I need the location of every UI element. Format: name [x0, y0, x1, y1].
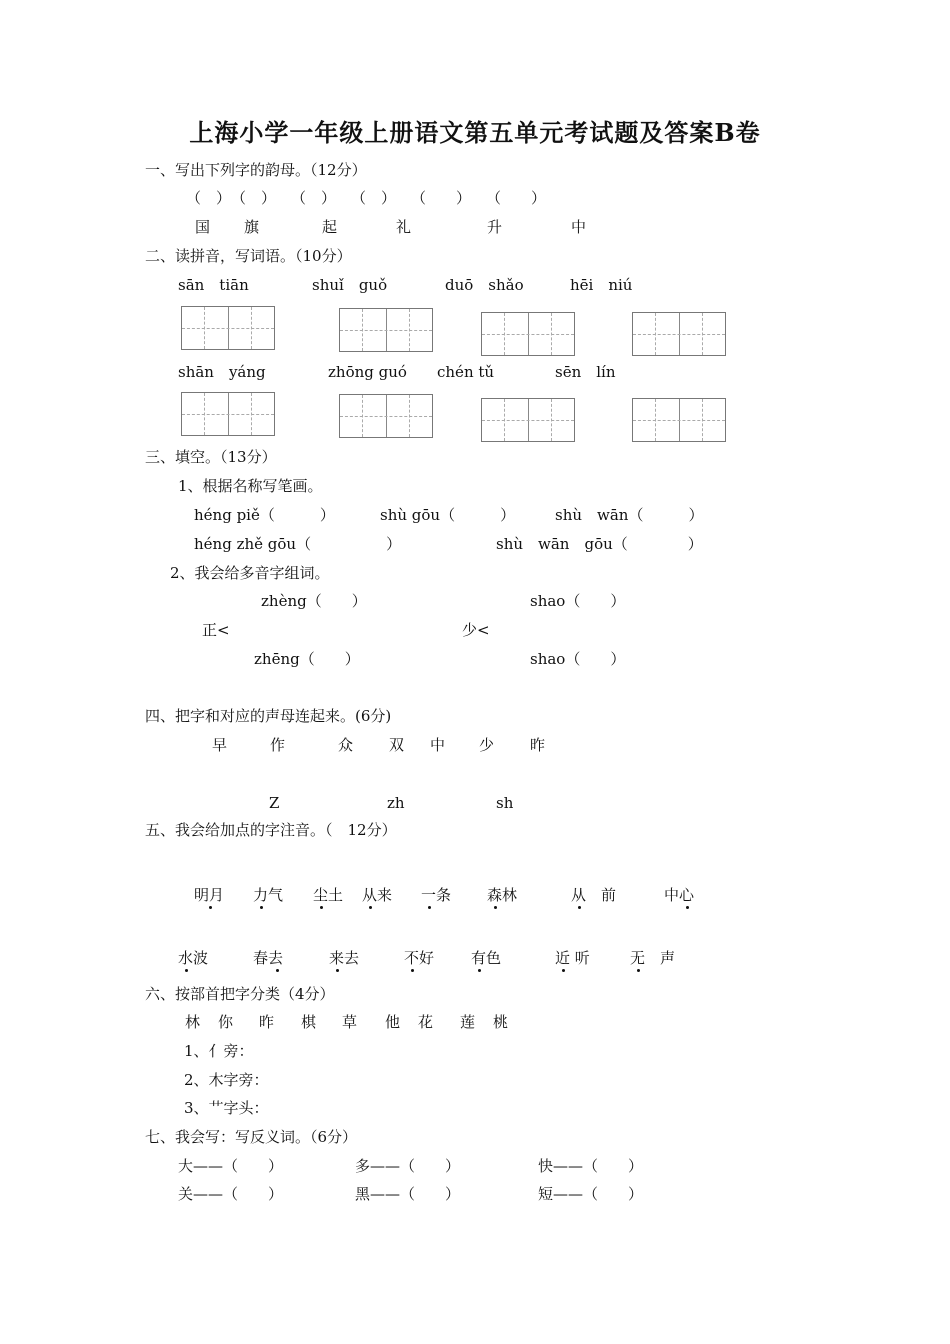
writing-grid[interactable]	[481, 312, 575, 356]
antonym-blank[interactable]: 多——（ ）	[355, 1157, 461, 1175]
polyphone-char: 少<	[462, 621, 490, 639]
writing-grid[interactable]	[632, 398, 726, 442]
classify-char: 他	[385, 1013, 401, 1031]
match-char[interactable]: 昨	[530, 736, 546, 754]
polyphone-blank[interactable]: zhēng（ ）	[254, 650, 360, 668]
emphasis-dot	[637, 969, 640, 972]
antonym-blank[interactable]: 快——（ ）	[538, 1157, 644, 1175]
writing-grid[interactable]	[339, 308, 433, 352]
section-4-heading: 四、把字和对应的声母连起来。(6分)	[145, 707, 392, 725]
annotate-word[interactable]: 水波	[178, 949, 209, 967]
classify-char: 林	[185, 1013, 201, 1031]
pinyin-label: sēn lín	[555, 363, 616, 381]
stroke-blank[interactable]: héng zhě gōu（ ）	[194, 535, 402, 553]
s1-char: 中	[571, 218, 587, 236]
match-char[interactable]: 中	[430, 736, 446, 754]
match-initial[interactable]: sh	[496, 794, 514, 812]
category-line[interactable]: 3、艹字头：	[184, 1099, 269, 1117]
section-6-heading: 六、按部首把字分类（4分）	[145, 985, 335, 1003]
section-7-heading: 七、我会写：写反义词。（6分）	[145, 1128, 358, 1146]
section-3-heading: 三、填空。（13分）	[145, 448, 277, 466]
classify-char: 莲	[460, 1013, 476, 1031]
writing-grid[interactable]	[181, 392, 275, 436]
classify-char: 花	[418, 1013, 434, 1031]
emphasis-dot	[336, 969, 339, 972]
category-line[interactable]: 2、木字旁：	[184, 1071, 269, 1089]
s1-char: 礼	[396, 218, 412, 236]
emphasis-dot	[411, 969, 414, 972]
writing-grid[interactable]	[181, 306, 275, 350]
polyphone-blank[interactable]: shao（ ）	[530, 592, 626, 610]
emphasis-dot	[428, 906, 431, 909]
annotate-word[interactable]: 春去	[253, 949, 284, 967]
match-char[interactable]: 众	[338, 736, 354, 754]
antonym-blank[interactable]: 黑——（ ）	[355, 1185, 461, 1203]
antonym-blank[interactable]: 短——（ ）	[538, 1185, 644, 1203]
category-line[interactable]: 1、亻旁：	[184, 1042, 254, 1060]
match-char[interactable]: 双	[389, 736, 405, 754]
emphasis-dot	[276, 969, 279, 972]
emphasis-dot	[494, 906, 497, 909]
classify-char: 桃	[493, 1013, 509, 1031]
polyphone-blank[interactable]: zhèng（ ）	[261, 592, 367, 610]
emphasis-dot	[320, 906, 323, 909]
annotate-word[interactable]: 从 前	[571, 886, 617, 904]
antonym-blank[interactable]: 大——（ ）	[178, 1157, 284, 1175]
match-char[interactable]: 早	[212, 736, 228, 754]
pinyin-label: zhōng guó	[328, 363, 407, 381]
writing-grid[interactable]	[481, 398, 575, 442]
s1-char: 旗	[244, 218, 260, 236]
writing-grid[interactable]	[632, 312, 726, 356]
annotate-word[interactable]: 有色	[471, 949, 502, 967]
antonym-blank[interactable]: 关——（ ）	[178, 1185, 284, 1203]
pinyin-label: hēi niú	[570, 276, 633, 294]
annotate-word[interactable]: 力气	[253, 886, 284, 904]
classify-char: 你	[218, 1013, 234, 1031]
emphasis-dot	[578, 906, 581, 909]
emphasis-dot	[185, 969, 188, 972]
annotate-word[interactable]: 从来	[362, 886, 393, 904]
emphasis-dot	[369, 906, 372, 909]
pinyin-label: shuǐ guǒ	[312, 276, 388, 294]
s1-char: 起	[322, 218, 338, 236]
match-initial[interactable]: Z	[269, 794, 280, 812]
annotate-word[interactable]: 森林	[487, 886, 518, 904]
annotate-word[interactable]: 近 听	[555, 949, 590, 967]
stroke-blank[interactable]: shù gōu（ ）	[380, 506, 516, 524]
match-char[interactable]: 作	[270, 736, 286, 754]
page-title: 上海小学一年级上册语文第五单元考试题及答案B卷	[189, 118, 761, 147]
stroke-blank[interactable]: héng piě（ ）	[194, 506, 335, 524]
emphasis-dot	[209, 906, 212, 909]
section-1-blanks[interactable]: （ ） （ ） （ ） （ ） （ ） （ ）	[186, 189, 547, 207]
pinyin-label: shān yáng	[178, 363, 266, 381]
classify-char: 草	[342, 1013, 358, 1031]
match-initial[interactable]: zh	[387, 794, 405, 812]
pinyin-label: sān tiān	[178, 276, 249, 294]
emphasis-dot	[686, 906, 689, 909]
annotate-word[interactable]: 明月	[194, 886, 225, 904]
stroke-blank[interactable]: shù wān（ ）	[555, 506, 704, 524]
annotate-word[interactable]: 尘土	[313, 886, 344, 904]
annotate-word[interactable]: 无 声	[630, 949, 676, 967]
match-char[interactable]: 少	[479, 736, 495, 754]
polyphone-blank[interactable]: shao（ ）	[530, 650, 626, 668]
emphasis-dot	[478, 969, 481, 972]
writing-grid[interactable]	[339, 394, 433, 438]
annotate-word[interactable]: 中心	[664, 886, 695, 904]
annotate-word[interactable]: 不好	[404, 949, 435, 967]
pinyin-label: duō shǎo	[445, 276, 524, 294]
emphasis-dot	[260, 906, 263, 909]
sub-heading: 1、根据名称写笔画。	[178, 477, 323, 495]
section-1-heading: 一、写出下列字的韵母。（12分）	[145, 161, 367, 179]
pinyin-label: chén tǔ	[437, 363, 495, 381]
section-5-heading: 五、我会给加点的字注音。（ 12分）	[145, 821, 397, 839]
section-2-heading: 二、读拼音，写词语。（10分）	[145, 247, 352, 265]
stroke-blank[interactable]: shù wān gōu（ ）	[496, 535, 703, 553]
polyphone-char: 正<	[202, 621, 230, 639]
annotate-word[interactable]: 一条	[421, 886, 452, 904]
sub-heading: 2、我会给多音字组词。	[170, 564, 330, 582]
s1-char: 国	[195, 218, 211, 236]
annotate-word[interactable]: 来去	[329, 949, 360, 967]
s1-char: 升	[487, 218, 503, 236]
classify-char: 棋	[301, 1013, 317, 1031]
emphasis-dot	[562, 969, 565, 972]
classify-char: 昨	[259, 1013, 275, 1031]
